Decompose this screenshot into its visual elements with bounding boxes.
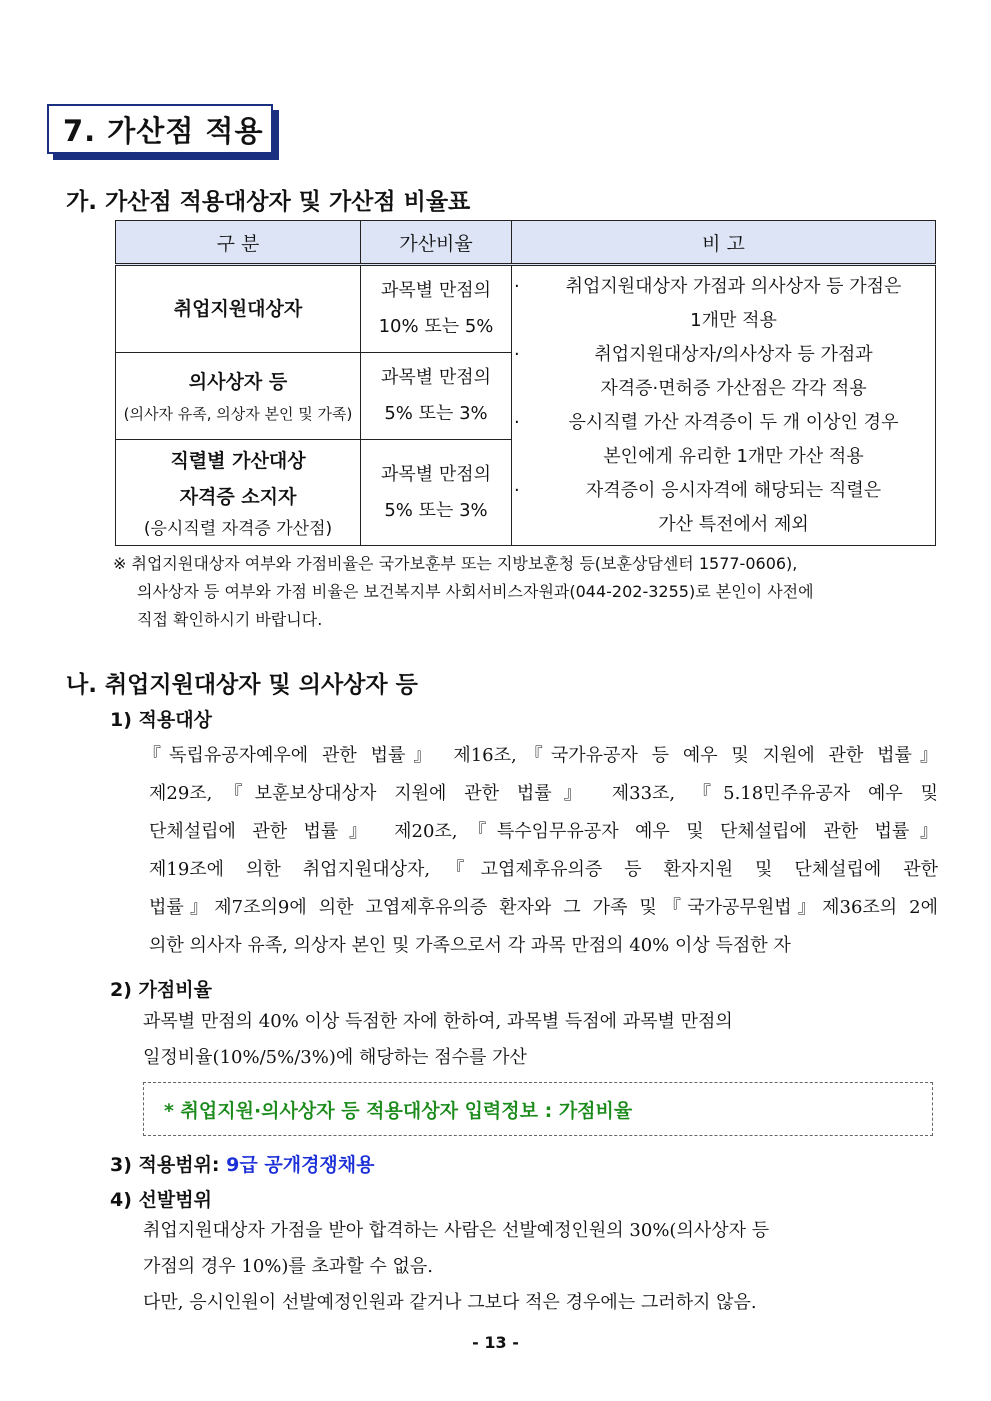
remark-text: · 응시직렬 가산 자격증이 두 개 이상인 경우 (568, 411, 899, 433)
remark-item (512, 270, 935, 338)
rate-value: 5% 또는 3% (384, 499, 488, 521)
remark-item (512, 338, 935, 406)
remark-item (512, 406, 935, 474)
footnote-line: 의사상자 등 여부와 가점 비율은 보건복지부 사회서비스자원과(044-202-3255)로 본인이 사전에 (137, 582, 814, 601)
category-cell (116, 265, 361, 353)
paragraph-line: 제29조,『보훈보상대상자 지원에 관한 법률』 제33조, 『5.18민주유공자 예우 및 (149, 783, 938, 804)
paragraph-line: 법률』제7조의9에 의한 고엽제후유의증 환자와 그 가족 및『국가공무원법』제36조의 2에 (149, 897, 938, 918)
paragraph-line: 제19조에 의한 취업지원대상자,『고엽제후유의증 등 환자지원 및 단체설립에 관한 (149, 859, 938, 880)
paragraph-line: 의한 의사자 유족, 의상자 본인 및 가족으로서 각 과목 만점의 40% 이상 득점한 자 (149, 935, 791, 956)
header-rate: 가산비율 (361, 221, 512, 265)
paragraph-line: 취업지원대상자 가점을 받아 합격하는 사람은 선발예정인원의 30%(의사상자 등 (143, 1220, 770, 1241)
item2-title: 2) 가점비율 (110, 979, 212, 1001)
paragraph-line: 가점의 경우 10%)를 초과할 수 없음. (143, 1256, 434, 1277)
category-name: 취업지원대상자 (173, 298, 303, 320)
rate-value: 5% 또는 3% (384, 403, 488, 424)
paragraph-line: 과목별 만점의 40% 이상 득점한 자에 한하여, 과목별 득점에 과목별 만점의 (143, 1011, 733, 1032)
rate-cell (361, 265, 512, 353)
item3-value: 9급 공개경쟁채용 (226, 1154, 375, 1176)
remark-text: 본인에게 유리한 1개만 가산 적용 (603, 445, 864, 467)
category-cell (116, 353, 361, 440)
page-number: - 13 - (472, 1333, 519, 1352)
remark-text: · 취업지원대상자/의사상자 등 가점과 (594, 343, 873, 365)
category-cell (116, 440, 361, 546)
item1-paragraph (143, 737, 938, 965)
footnote (113, 550, 943, 634)
table-row (116, 265, 936, 353)
rate-value: 10% 또는 5% (378, 316, 494, 337)
header-remarks: 비 고 (512, 221, 936, 265)
item3-label: 3) 적용범위: (110, 1154, 220, 1176)
header-category: 구 분 (116, 221, 361, 265)
item4-title: 4) 선발범위 (110, 1189, 212, 1211)
item3-title (110, 1150, 375, 1177)
rate-cell (361, 353, 512, 440)
item4-paragraph (143, 1213, 938, 1321)
item2-paragraph (143, 1004, 938, 1076)
category-name: 의사상자 등 (188, 371, 288, 393)
bonus-rate-table (115, 220, 936, 546)
section-b-heading: 나. 취업지원대상자 및 의사상자 등 (66, 672, 418, 698)
rate-line: 과목별 만점의 (380, 367, 492, 388)
paragraph-line: 일정비율(10%/5%/3%)에 해당하는 점수를 가산 (143, 1047, 527, 1068)
section-a-heading: 가. 가산점 적용대상자 및 가산점 비율표 (66, 189, 471, 215)
input-info-text: * 취업지원·의사상자 등 적용대상자 입력정보 : 가점비율 (164, 1099, 633, 1122)
section-title-box (47, 104, 273, 154)
table-header-row (116, 221, 936, 265)
footnote-line: ※ 취업지원대상자 여부와 가점비율은 국가보훈부 또는 지방보훈청 등(보훈상담센터 1577-0606), (113, 554, 798, 573)
category-sub: (응시직렬 자격증 가산점) (143, 518, 333, 539)
rate-cell (361, 440, 512, 546)
remark-text: · 자격증이 응시자격에 해당되는 직렬은 (585, 479, 882, 501)
input-info-box (143, 1082, 933, 1136)
rate-line: 과목별 만점의 (380, 463, 492, 485)
remark-text: 1개만 적용 (690, 309, 777, 331)
remark-text: 자격증·면허증 가산점은 각각 적용 (600, 377, 867, 399)
paragraph-line: 『독립유공자예우에 관한 법률』 제16조,『국가유공자 등 예우 및 지원에 관한 법률』 (143, 745, 938, 766)
remark-item (512, 474, 935, 542)
paragraph-line: 다만, 응시인원이 선발예정인원과 같거나 그보다 적은 경우에는 그러하지 않음. (143, 1292, 757, 1313)
section-title: 7. 가산점 적용 (63, 113, 264, 148)
category-name: 자격증 소지자 (179, 485, 297, 508)
remarks-cell (512, 265, 936, 546)
paragraph-line: 단체설립에 관한 법률』 제20조,『특수임무유공자 예우 및 단체설립에 관한 법률』 (149, 821, 938, 842)
category-sub: (의사자 유족, 의상자 본인 및 가족) (123, 405, 353, 423)
category-name: 직렬별 가산대상 (170, 449, 306, 472)
footnote-line: 직접 확인하시기 바랍니다. (137, 610, 323, 629)
remark-text: · 취업지원대상자 가점과 의사상자 등 가점은 (565, 275, 902, 297)
item1-title: 1) 적용대상 (110, 709, 212, 731)
rate-line: 과목별 만점의 (380, 280, 492, 301)
remark-text: 가산 특전에서 제외 (658, 513, 809, 535)
